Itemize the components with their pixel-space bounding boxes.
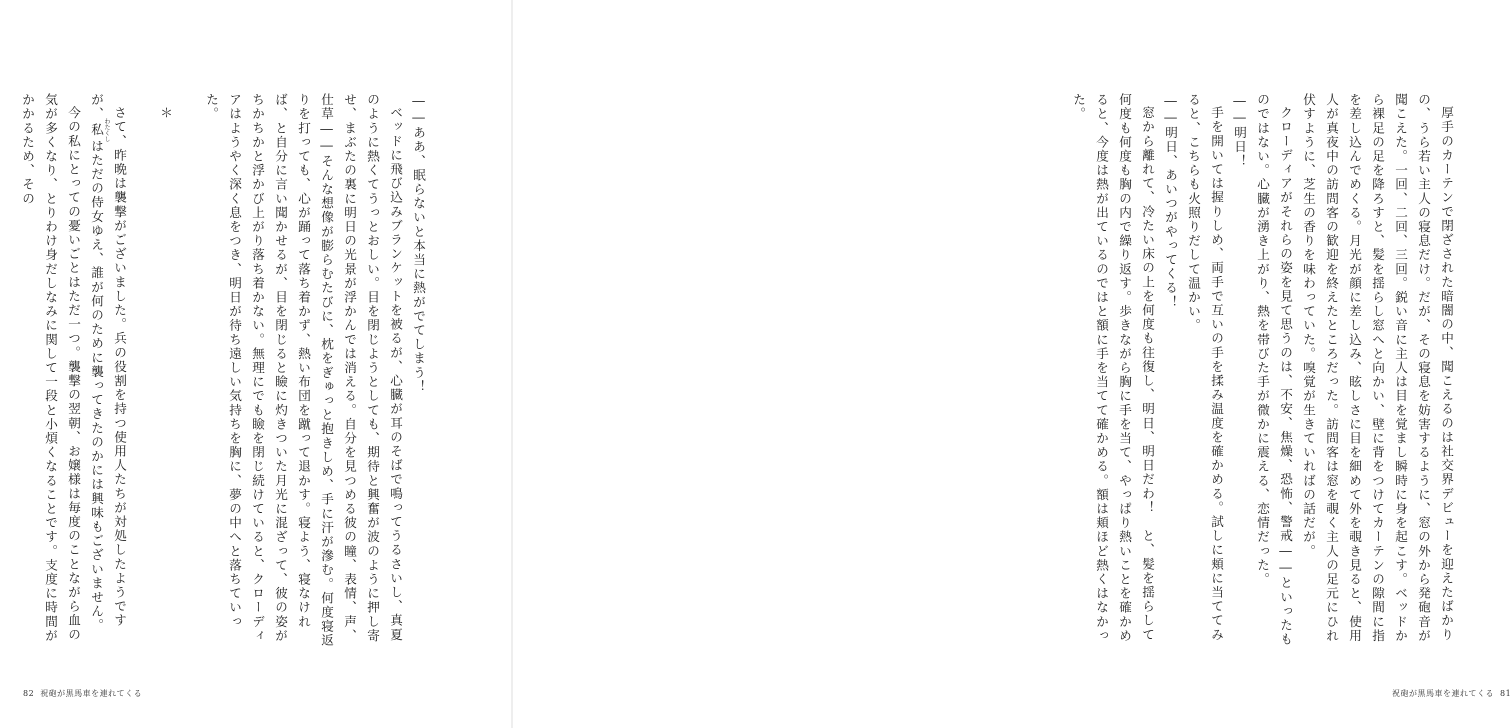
running-title: 祝砲が黒馬車を連れてくる xyxy=(40,689,143,698)
paragraph: クローディアがそれらの姿を見て思うのは、不安、焦燥、恐怖、警戒――といったものではない。心臓が湧き上がり、熱を帯びた手が微かに震える、恋情だった。 xyxy=(1255,93,1293,647)
right-page-footer xyxy=(1392,688,1511,699)
paragraph-part: はた xyxy=(89,139,104,168)
page-number: 81 xyxy=(1500,689,1511,698)
scene-break-asterisk: ＊ xyxy=(158,105,173,120)
left-page xyxy=(0,0,512,728)
ruby-reading: わたくし xyxy=(103,118,110,143)
paragraph: ――明日、あいつがやってくる！ xyxy=(1163,93,1178,310)
right-page-body xyxy=(1071,93,1458,648)
left-page-footer xyxy=(23,688,142,699)
running-title: 祝砲が黒馬車を連れてくる xyxy=(1392,689,1494,698)
paragraph: 今の私にとっての憂いごとはただ一つ。襲撃の翌朝、お嬢様は毎度のことながら血の気が多くなり、とりわけ身だしなみに関して一段と小煩くなることです。支度に時間がかかるため、その xyxy=(20,93,81,643)
paragraph: ベッドに飛び込みブランケットを被るが、心臓が耳のそばで鳴ってうるさいし、真夏のように熱くてうっとおしい。目を閉じようとしても、期待と興奮が波のように押し寄せ、まぶたの裏に明日の光景が浮かんでは消える。自分を見つめる彼の瞳、表情、声、仕草――そんな想像が膨らむたびに、枕をぎゅっと抱きしめ、手に汗が滲む。何度寝返りを打っても、心が踊って落ち着かず、熱い布団を蹴って退かす。寝よう、寝なければ、と自分に言い聞かせるが、目を閉じると瞼に灼きついた月光に混ざって、彼の姿がちかちかと浮かび上がり落ち着かない。無理にでも瞼を閉じ続けていると、クローディアはようやく深く息をつき、明日が待ち遠しい気持ちを胸に、夢の中へと落ちていった。 xyxy=(204,93,403,648)
right-page xyxy=(512,0,1511,728)
paragraph xyxy=(177,93,200,648)
ruby-base: 私 xyxy=(89,118,104,143)
paragraph: 厚手のカーテンで閉ざされた暗闇の中、聞こえるのは社交界デビューを迎えたばかりの、うら若い主人の寝息だけ。だが、その寝息を妨害するように、窓の外から発砲音が聞こえた。一回、二回、三回。鋭い音に主人は目を覚まし瞬時に身を起こす。ベッドから裸足の足を降ろすと、髪を揺らし窓へと向かい、壁に背をつけてカーテンの隙間に指を差し込んでめくる。月光が顔に差し込み、眩しさに目を細めて外を覗き見ると、使用人が真夜中の訪問客の歓迎を終えたところだった。訪問客は窓を覗く主人の足元にひれ伏すように、芝生の香りを味わっていた。嗅覚が生きていればの話だが。 xyxy=(1301,93,1454,643)
paragraph-part: さて、昨晩は襲撃がございました。兵の役割を持つ使用人たちが対処したようですが、 xyxy=(89,93,127,628)
paragraph xyxy=(85,93,131,648)
paragraph xyxy=(131,93,154,648)
paragraph: 手を開いては握りしめ、両手で互いの手を揉み温度を確かめる。試しに頬に当ててみると、こちらも火照りだして温かい。 xyxy=(1186,93,1224,642)
ruby-text xyxy=(89,118,110,143)
paragraph-part: だの侍女ゆえ、誰が何のために襲ってきたのかには興味もございません。 xyxy=(89,167,104,633)
page-number: 82 xyxy=(23,689,35,698)
left-page-body xyxy=(20,93,430,648)
paragraph: 窓から離れて、冷たい床の上を何度も往復し、明日、明日だわ！ と、髪を揺らして何度も何度も胸の内で繰り返す。歩きながら胸に手を当て、やっぱり熱いことを確かめると、今度は熱が出ているのではと額に手を当てて確かめる。額は頬ほど熱くはなかった。 xyxy=(1071,93,1155,643)
paragraph: ――明日！ xyxy=(1232,93,1247,169)
paragraph: ――ああ、眠らないと本当に熱がでてしまう！ xyxy=(411,93,426,394)
